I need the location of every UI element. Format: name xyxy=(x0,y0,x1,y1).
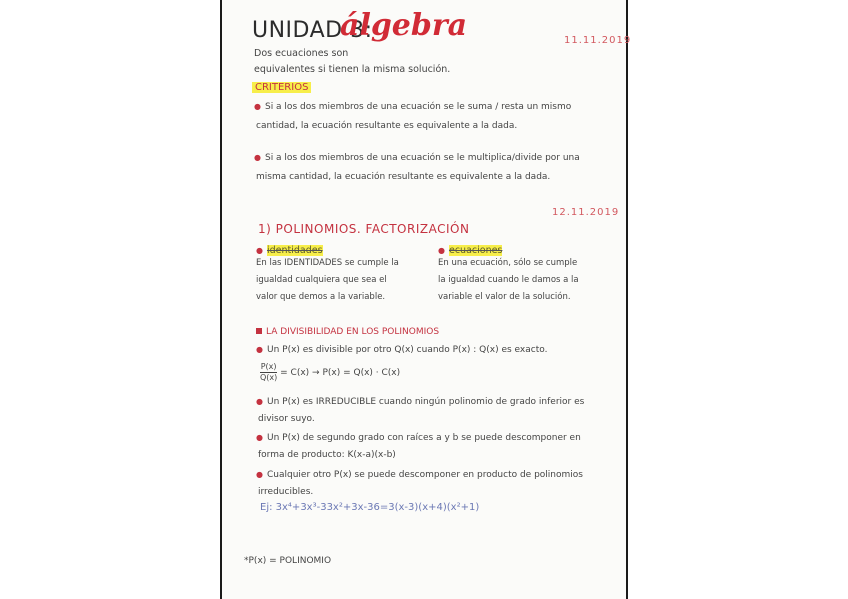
div-p4-line-2: irreducibles. xyxy=(258,487,314,497)
fraction-numerator: P(x) xyxy=(260,362,277,371)
date-1: 11.11.2019 xyxy=(564,35,632,46)
square-bullet-icon xyxy=(256,328,262,334)
ecuaciones-heading-text: ecuaciones xyxy=(448,245,503,256)
bullet-icon: ● xyxy=(256,433,263,442)
div-p4-line-1 xyxy=(256,470,583,480)
unit-label: UNIDAD 3: xyxy=(252,18,373,43)
div-p1-text: Un P(x) es divisible por otro Q(x) cuando P(x) : Q(x) es exacto. xyxy=(266,345,548,355)
div-p2-line-2: divisor suyo. xyxy=(258,414,315,424)
section-title: 1) POLINOMIOS. FACTORIZACIÓN xyxy=(258,222,470,236)
page-title: álgebra xyxy=(340,8,468,43)
bullet-icon: ● xyxy=(256,345,263,354)
example-formula: Ej: 3x⁴+3x³-33x²+3x-36=3(x-3)(x+4)(x²+1) xyxy=(260,502,480,513)
identidades-line-1: En las IDENTIDADES se cumple la xyxy=(256,258,399,268)
division-formula xyxy=(260,362,400,383)
identidades-heading-text: identidades xyxy=(266,245,323,256)
notebook-page xyxy=(220,0,632,599)
ecuaciones-line-3: variable el valor de la solución. xyxy=(438,292,571,302)
criterio-1-line-2: cantidad, la ecuación resultante es equivalente a la dada. xyxy=(256,121,518,131)
footnote: *P(x) = POLINOMIO xyxy=(244,556,332,566)
bullet-icon: ● xyxy=(254,102,261,111)
div-p2-line-1 xyxy=(256,397,584,407)
identidades-heading xyxy=(256,238,323,257)
div-p3-line-1 xyxy=(256,433,581,443)
identidades-line-2: igualdad cualquiera que sea el xyxy=(256,275,387,285)
ecuaciones-heading xyxy=(438,238,502,257)
date-2: 12.11.2019 xyxy=(552,207,620,218)
divisibilidad-heading xyxy=(256,327,439,337)
criterios-label: CRITERIOS xyxy=(252,82,311,93)
bullet-icon: ● xyxy=(256,246,263,255)
div-p4-text-1: Cualquier otro P(x) se puede descomponer en producto de polinomios xyxy=(266,470,583,480)
fraction xyxy=(260,362,277,383)
criterio-2-text-1: Si a los dos miembros de una ecuación se le multiplica/divide por una xyxy=(264,153,580,163)
divisibilidad-heading-text: LA DIVISIBILIDAD EN LOS POLINOMIOS xyxy=(266,327,440,337)
div-p3-text-1: Un P(x) de segundo grado con raíces a y b se puede descomponer en xyxy=(266,433,581,443)
ecuaciones-line-2: la igualdad cuando le damos a la xyxy=(438,275,579,285)
intro-line-2: equivalentes si tienen la misma solución. xyxy=(254,64,451,75)
criterio-2-line-1 xyxy=(254,153,580,163)
bullet-icon: ● xyxy=(438,246,445,255)
div-p3-line-2: forma de producto: K(x-a)(x-b) xyxy=(258,450,396,460)
ecuaciones-line-1: En una ecuación, sólo se cumple xyxy=(438,258,578,268)
identidades-line-3: valor que demos a la variable. xyxy=(256,292,386,302)
bullet-icon: ● xyxy=(256,470,263,479)
criterio-1-text-1: Si a los dos miembros de una ecuación se le suma / resta un mismo xyxy=(264,102,572,112)
fraction-denominator: Q(x) xyxy=(260,373,278,382)
bullet-icon: ● xyxy=(254,153,261,162)
intro-line-1: Dos ecuaciones son xyxy=(254,48,349,59)
criterio-1-line-1 xyxy=(254,102,571,112)
bullet-icon: ● xyxy=(256,397,263,406)
div-p2-text-1: Un P(x) es IRREDUCIBLE cuando ningún polinomio de grado inferior es xyxy=(266,397,585,407)
criterio-2-line-2: misma cantidad, la ecuación resultante es equivalente a la dada. xyxy=(256,172,551,182)
formula-rest: = C(x) → P(x) = Q(x) · C(x) xyxy=(280,368,401,378)
div-p1 xyxy=(256,345,547,355)
